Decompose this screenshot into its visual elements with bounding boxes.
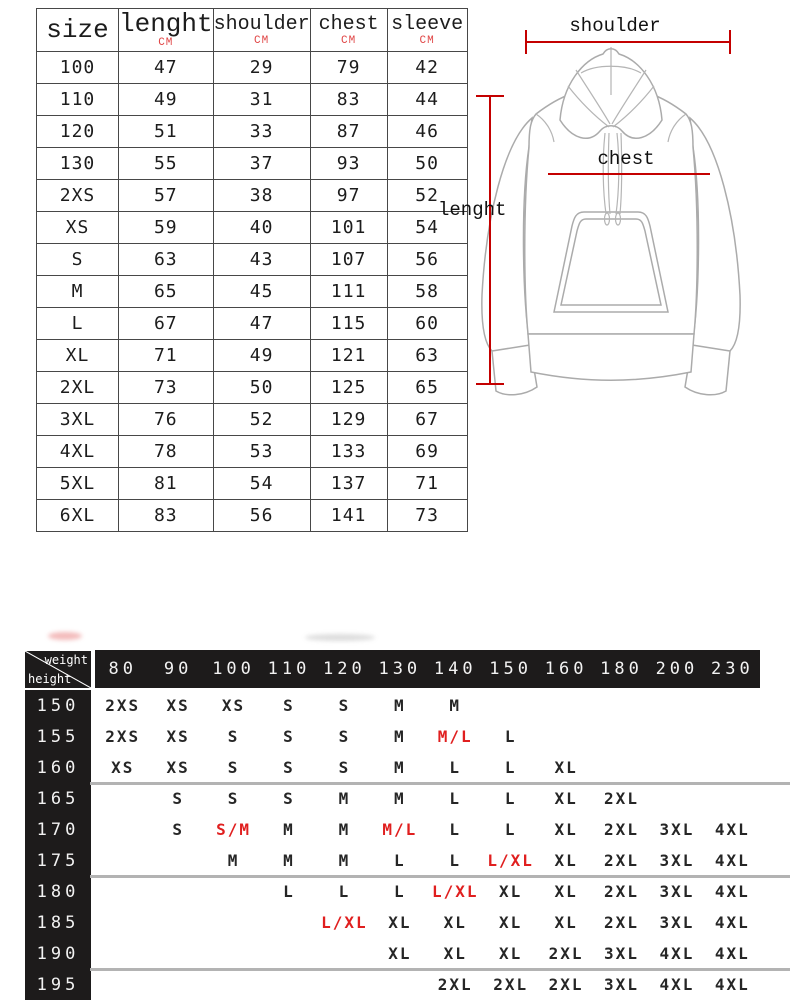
size-table-cell: 63 [387,340,467,372]
fit-cell: L/XL [431,882,479,901]
fit-table-rows [25,690,765,1000]
fit-table-row [25,938,765,969]
size-table-cell: 107 [310,244,387,276]
height-label-cell: 195 [25,969,91,1000]
group-separator [90,968,790,971]
fit-cell: S [172,789,184,808]
fit-cell: M [394,758,406,777]
size-table-cell: L [37,308,119,340]
size-table-cell: 133 [310,436,387,468]
fit-cell: M [394,789,406,808]
size-table-cell: 2XS [37,180,119,212]
fit-cell: S [283,789,295,808]
size-table-cell: 56 [387,244,467,276]
fit-cell: XL [388,913,412,932]
group-separator [90,875,790,878]
size-table-cell: 2XL [37,372,119,404]
fit-cell: L [283,882,295,901]
size-table-cell: 31 [213,84,310,116]
group-separator [90,782,790,785]
size-table-cell: 38 [213,180,310,212]
watermark-smudge [48,632,82,640]
fit-row-cells [95,814,760,845]
size-table-cell: 55 [119,148,214,180]
size-table-row [37,52,468,84]
fit-cell: S [227,789,240,808]
fit-cell: M [283,820,295,839]
corner-height-label: height [28,672,72,686]
fit-cell: 4XL [659,944,695,963]
fit-row-cells [95,783,760,814]
size-table-cell: 44 [387,84,467,116]
size-table-row [37,148,468,180]
size-table-cell: 100 [37,52,119,84]
fit-cell: M [394,696,406,715]
size-table-row [37,340,468,372]
size-table-cell: XL [37,340,119,372]
size-table-cell: 120 [37,116,119,148]
size-table-cell: 87 [310,116,387,148]
fit-table-row [25,690,765,721]
size-table-cell: 49 [119,84,214,116]
fit-cell: M [338,820,351,839]
size-table-cell: 81 [119,468,214,500]
size-table-cell: 46 [387,116,467,148]
size-table-row [37,404,468,436]
fit-cell: XL [554,882,578,901]
fit-cell: L [504,820,517,839]
fit-cell: 3XL [604,944,639,963]
fit-cell: XL [554,758,578,777]
fit-cell: S [283,758,295,777]
fit-cell: 2XL [604,789,639,808]
size-table-cell: 129 [310,404,387,436]
height-label-cell: 190 [25,938,91,969]
height-label-cell: 175 [25,845,91,876]
size-table-header-row [37,9,468,52]
size-table-cell: 47 [119,52,214,84]
diagram-label-length: lenght [438,199,507,221]
fit-row-cells [95,876,760,907]
weight-header-cell: 80 [108,659,137,679]
size-table-cell: 50 [387,148,467,180]
size-col-label: shoulder [213,12,310,36]
size-table-cell: 65 [119,276,214,308]
size-table-cell: 45 [213,276,310,308]
size-table-cell: 130 [37,148,119,180]
fit-cell: 2XL [548,944,584,963]
fit-cell: L [449,851,462,870]
fit-cell: M [283,851,295,870]
fit-cell: 2XS [105,696,141,715]
size-col-header [310,9,387,52]
fit-cell: S [283,696,295,715]
size-table-cell: 52 [387,180,467,212]
size-col-header [213,9,310,52]
fit-cell: XL [554,913,578,932]
size-table-cell: 4XL [37,436,119,468]
fit-cell: L/XL [321,913,368,932]
weight-header-cell: 150 [489,659,533,679]
height-label-cell: 180 [25,876,91,907]
fit-cell: XL [499,913,523,932]
fit-cell: 2XL [604,820,639,839]
fit-cell: M/L [437,727,473,746]
weight-header-cell: 200 [655,659,699,679]
diagram-label-chest: chest [597,148,655,170]
size-table-cell: 56 [213,500,310,532]
fit-cell: XS [166,727,190,746]
fit-cell: L [449,789,462,808]
height-label-cell: 150 [25,690,91,721]
fit-cell: XL [443,913,467,932]
size-table-cell: 93 [310,148,387,180]
size-table-cell: 79 [310,52,387,84]
size-table-cell: 121 [310,340,387,372]
fit-cell: S [338,758,351,777]
fit-table-row [25,845,765,876]
fit-cell: S [227,758,240,777]
size-table-cell: 141 [310,500,387,532]
hoodie-measurement-diagram [430,0,790,430]
fit-table-row [25,969,765,1000]
fit-cell: 4XL [714,882,750,901]
fit-cell: L [449,820,462,839]
size-table-cell: 49 [213,340,310,372]
fit-cell: L/XL [487,851,534,870]
kangaroo-pocket [554,212,668,312]
fit-row-cells [95,752,760,783]
size-table-cell: 52 [213,404,310,436]
size-table-cell: 71 [119,340,214,372]
fit-cell: 2XS [105,727,141,746]
size-table-cell: 47 [213,308,310,340]
weight-header-cell: 120 [323,659,366,679]
size-table-cell: 40 [213,212,310,244]
size-table-cell: 51 [119,116,214,148]
size-table-cell: 71 [387,468,467,500]
size-col-label: sleeve [391,12,464,36]
weight-header-cell: 230 [710,659,754,679]
fit-cell: 3XL [659,882,695,901]
size-table-cell: 101 [310,212,387,244]
fit-cell: M [338,851,351,870]
fit-cell: XS [166,696,190,715]
size-col-header [119,9,214,52]
size-table [36,8,468,532]
diagram-label-shoulder: shoulder [569,15,661,37]
size-table-cell: 3XL [37,404,119,436]
size-table-cell: 5XL [37,468,119,500]
size-table-cell: 37 [213,148,310,180]
watermark-smudge [305,634,375,641]
weight-header-cell: 140 [433,659,477,679]
fit-cell: L [504,727,517,746]
fit-cell: 2XL [548,975,584,994]
size-table-cell: 110 [37,84,119,116]
size-table-row [37,372,468,404]
fit-table-row [25,752,765,783]
size-table-cell: 58 [387,276,467,308]
hoodie-outline [482,49,740,395]
fit-cell: 2XL [604,851,639,870]
fit-cell: XL [499,882,523,901]
weight-header-cell: 90 [163,659,193,679]
fit-cell: M [394,727,406,746]
fit-cell: M/L [382,820,418,839]
fit-cell: XL [554,820,578,839]
fit-row-cells [95,969,760,1000]
size-table-cell: 60 [387,308,467,340]
fit-cell: S [338,696,351,715]
size-table-row [37,500,468,532]
size-table-cell: 67 [119,308,214,340]
size-table-cell: 29 [213,52,310,84]
size-table-cell: 73 [387,500,467,532]
size-table-cell: 63 [119,244,214,276]
size-table-cell: 83 [310,84,387,116]
fit-cell: XL [554,789,578,808]
fit-cell: 4XL [714,944,750,963]
fit-cell: XL [443,944,467,963]
fit-cell: 3XL [659,820,695,839]
fit-cell: XS [111,758,135,777]
size-table-cell: 59 [119,212,214,244]
fit-cell: 3XL [659,851,695,870]
fit-cell: L [338,882,351,901]
fit-table-row [25,814,765,845]
hem-band [528,334,694,380]
size-table-row [37,468,468,500]
height-label-cell: 170 [25,814,91,845]
size-table-row [37,308,468,340]
size-table-cell: 76 [119,404,214,436]
weight-header-cell: 130 [378,659,422,679]
fit-cell: 4XL [714,820,750,839]
fit-cell: 3XL [659,913,695,932]
size-col-unit: CM [254,34,270,47]
size-table-cell: 65 [387,372,467,404]
size-table-row [37,84,468,116]
fit-cell: XL [388,944,412,963]
size-table-cell: 111 [310,276,387,308]
size-table-cell: 43 [213,244,310,276]
size-table-row [37,212,468,244]
fit-cell: XL [499,944,523,963]
size-col-header [37,9,119,52]
size-table-row [37,116,468,148]
size-table-cell: 83 [119,500,214,532]
fit-row-cells [95,721,760,752]
fit-cell: L [504,789,517,808]
fit-cell: M [227,851,240,870]
size-table-body [37,52,468,532]
fit-cell: 2XL [493,975,529,994]
size-table-cell: S [37,244,119,276]
fit-cell: 2XL [437,975,473,994]
fit-cell: S [227,727,240,746]
corner-cell [25,651,91,688]
weight-header-cell: 100 [212,659,255,679]
fit-cell: XS [221,696,246,715]
size-table-row [37,436,468,468]
fit-row-cells [95,845,760,876]
fit-row-cells [95,907,760,938]
size-table-cell: 67 [387,404,467,436]
size-col-label: size [46,15,109,45]
fit-cell: S [283,727,295,746]
corner-weight-label: weight [44,653,88,667]
height-label-cell: 155 [25,721,91,752]
fit-cell: 4XL [714,913,750,932]
size-col-unit: CM [341,34,357,47]
fit-cell: S/M [216,820,251,839]
fit-cell: 2XL [604,913,639,932]
height-label-cell: 160 [25,752,91,783]
size-table-row [37,180,468,212]
height-label-cell: 165 [25,783,91,814]
fit-row-cells [95,938,760,969]
size-table-cell: 42 [387,52,467,84]
weight-header-row [95,650,760,688]
fit-cell: 4XL [714,851,750,870]
fit-table-row [25,907,765,938]
height-label-cell: 185 [25,907,91,938]
fit-cell: 2XL [604,882,639,901]
fit-cell: L [394,851,406,870]
fit-table-row [25,876,765,907]
fit-cell: 4XL [714,975,750,994]
size-table-cell: M [37,276,119,308]
size-table-row [37,276,468,308]
size-table-row [37,244,468,276]
size-table-cell: 115 [310,308,387,340]
size-table-cell: 69 [387,436,467,468]
size-table-cell: 137 [310,468,387,500]
size-table-cell: 54 [387,212,467,244]
size-col-unit: CM [419,34,435,47]
size-table-cell: 97 [310,180,387,212]
size-table-cell: XS [37,212,119,244]
fit-cell: L [394,882,406,901]
hoodie-drawing [430,0,790,430]
size-table-cell: 57 [119,180,214,212]
fit-cell: S [172,820,184,839]
size-table-cell: 33 [213,116,310,148]
size-table-cell: 53 [213,436,310,468]
fit-cell: M [449,696,462,715]
fit-cell: XS [166,758,190,777]
size-col-label: lenght [119,9,213,39]
fit-cell: 4XL [659,975,695,994]
weight-header-cell: 110 [267,659,311,679]
size-table-cell: 78 [119,436,214,468]
fit-row-cells [95,690,760,721]
weight-header-cell: 180 [600,659,643,679]
size-table-cell: 6XL [37,500,119,532]
size-table-cell: 54 [213,468,310,500]
size-table-cell: 50 [213,372,310,404]
size-col-unit: CM [158,37,174,49]
weight-header-cell: 160 [544,659,588,679]
fit-table-row [25,783,765,814]
fit-table-row [25,721,765,752]
fit-cell: L [504,758,517,777]
fit-cell: XL [554,851,578,870]
fit-cell: M [338,789,351,808]
size-table-cell: 73 [119,372,214,404]
size-table-cell: 125 [310,372,387,404]
size-col-label: chest [318,12,379,36]
fit-cell: S [338,727,351,746]
size-table-header [37,9,468,52]
fit-cell: L [449,758,462,777]
fit-cell: 3XL [604,975,639,994]
